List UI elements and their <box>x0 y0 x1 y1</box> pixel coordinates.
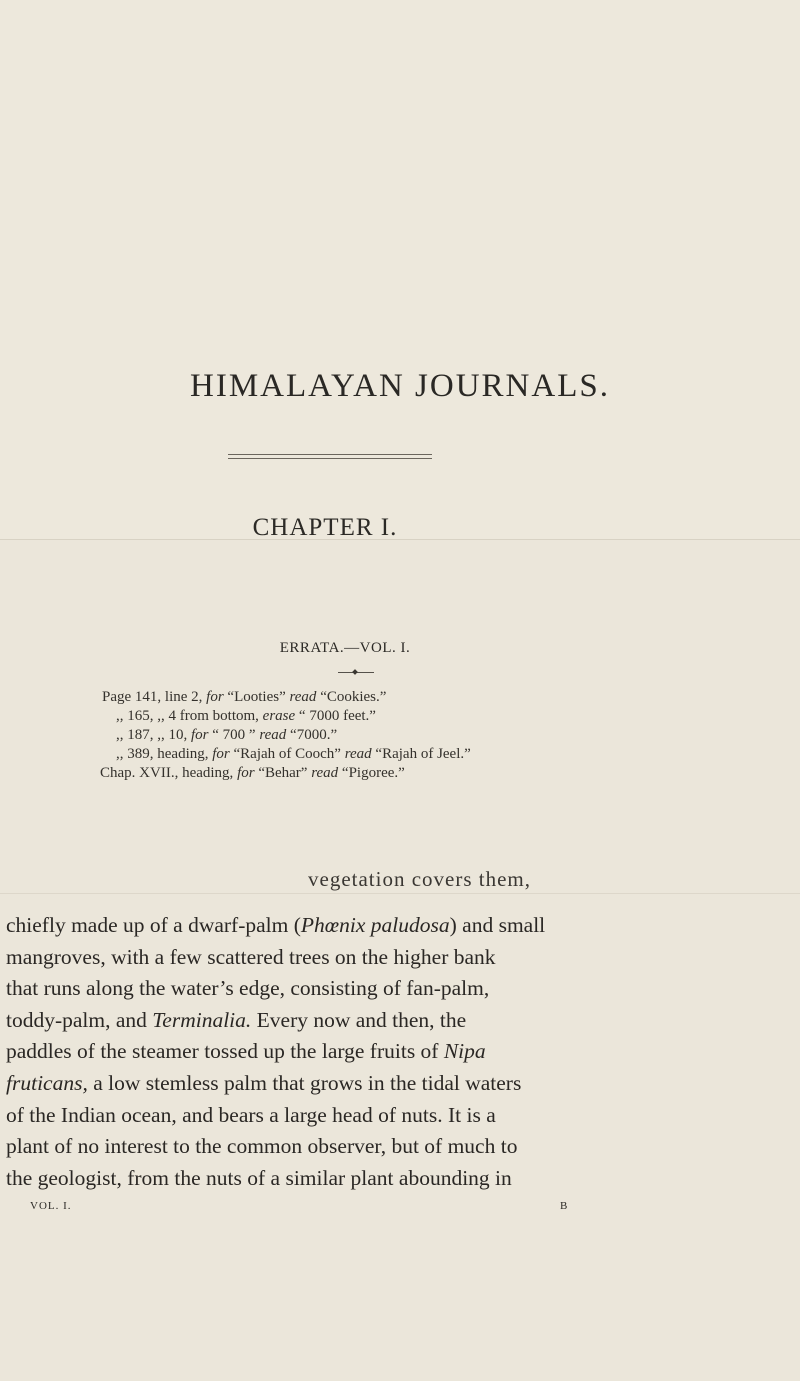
errata-read: read <box>259 727 287 743</box>
errata-ref: Page 141, line 2, <box>102 689 207 705</box>
text-run: chiefly made up of a dwarf-palm ( <box>6 913 301 937</box>
title-rule-top <box>228 454 432 455</box>
signature-mark-volume: VOL. I. <box>30 1200 72 1212</box>
chapter-heading: CHAPTER I. <box>252 514 398 541</box>
errata-ref: ,, 165, ,, 4 from bottom, <box>116 708 263 724</box>
text-line <box>6 1005 642 1037</box>
text-line <box>6 942 642 974</box>
title-rule-bottom <box>228 458 432 459</box>
errata-for: erase <box>262 708 296 724</box>
text-line <box>6 910 642 942</box>
cut-off-text-line <box>108 867 638 894</box>
genus-name: Nipa <box>443 1039 486 1064</box>
species-name: Phœnix paludosa <box>300 913 450 937</box>
species-name: fruticans, <box>6 1070 88 1095</box>
errata-for: for <box>191 727 209 743</box>
text-run: the geologist, from the nuts of a similar plant abounding in <box>6 1165 512 1190</box>
text-line <box>6 1131 642 1163</box>
errata-read: read <box>344 746 372 762</box>
errata-for: for <box>212 746 230 762</box>
text-run: ) and small <box>449 913 546 937</box>
text-run: toddy-palm, and <box>6 1007 153 1032</box>
diamond-rule-icon <box>338 672 374 673</box>
genus-name: Terminalia. <box>152 1007 252 1032</box>
errata-new: “Rajah of Jeel.” <box>371 746 471 762</box>
cut-off-text: vegetation covers them, <box>308 867 532 891</box>
text-line <box>6 1036 642 1068</box>
errata-for: for <box>237 765 255 781</box>
text-line <box>6 1068 642 1100</box>
text-line <box>6 1100 642 1132</box>
text-line <box>6 973 642 1005</box>
errata-row <box>100 764 702 783</box>
errata-heading: ERRATA.—VOL. I. <box>279 640 411 656</box>
text-run: that runs along the water’s edge, consisting of fan-palm, <box>6 976 490 1001</box>
errata-ref: Chap. XVII., heading, <box>100 765 238 781</box>
text-run: Every now and then, the <box>251 1007 467 1032</box>
errata-new: “Pigoree.” <box>338 765 405 781</box>
errata-read: read <box>311 765 339 781</box>
errata-old: “Looties” <box>223 689 290 705</box>
errata-row <box>102 707 702 726</box>
text-run: mangroves, with a few scattered trees on the higher bank <box>6 944 496 969</box>
errata-ref: ,, 389, heading, <box>116 746 213 762</box>
errata-row <box>102 745 702 764</box>
errata-old: “ 700 ” <box>208 727 260 743</box>
errata-row <box>102 688 702 707</box>
body-paragraph <box>6 910 642 1194</box>
errata-new: “Cookies.” <box>316 689 387 705</box>
errata-row <box>102 726 702 745</box>
errata-for: for <box>206 689 224 705</box>
text-run: plant of no interest to the common observer, but of much to <box>6 1134 518 1159</box>
errata-old: “Behar” <box>254 765 312 781</box>
upper-leaf <box>0 0 800 540</box>
errata-old: “Rajah of Cooch” <box>229 746 345 762</box>
signature-mark-letter: B <box>560 1200 568 1212</box>
errata-read: read <box>289 689 317 705</box>
errata-list <box>102 688 702 783</box>
text-line <box>6 1163 642 1195</box>
errata-old: “ 7000 feet.” <box>295 708 376 724</box>
text-run: a low stemless palm that grows in the tidal waters <box>87 1070 522 1095</box>
text-run: paddles of the steamer tossed up the large fruits of <box>6 1039 444 1064</box>
page-title: HIMALAYAN JOURNALS. <box>190 368 610 404</box>
text-run: of the Indian ocean, and bears a large head of nuts. It is a <box>6 1102 496 1127</box>
errata-ref: ,, 187, ,, 10, <box>116 727 191 743</box>
errata-new: “7000.” <box>286 727 338 743</box>
